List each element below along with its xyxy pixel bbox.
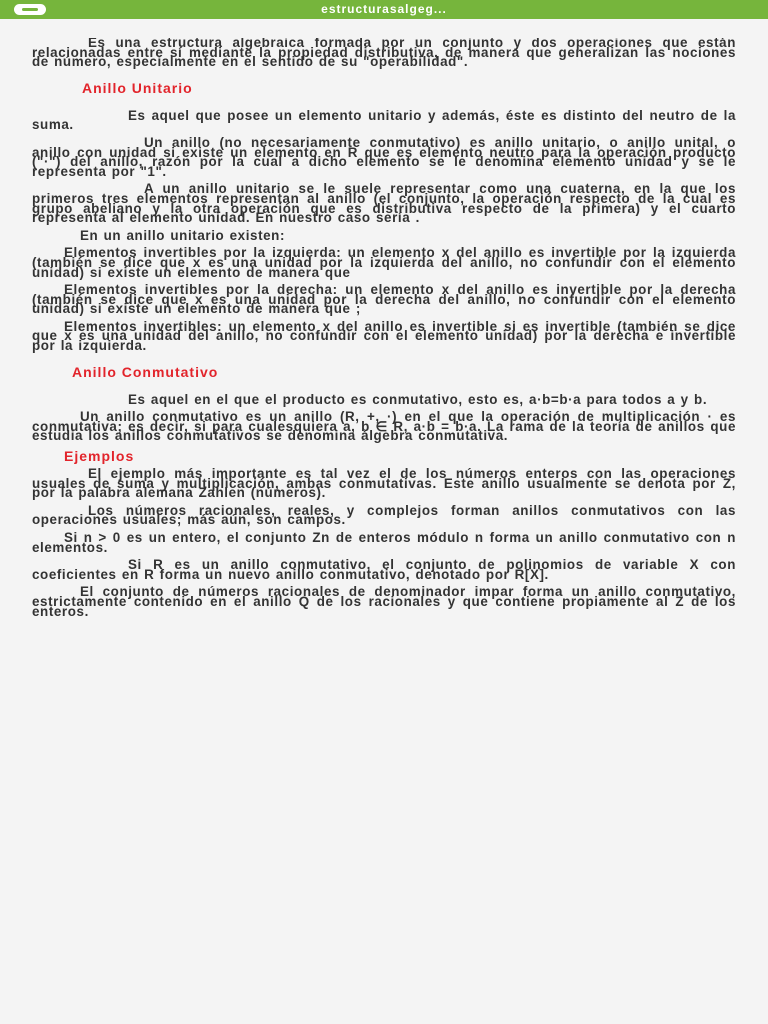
paragraph-conmutativo-1: Es aquel en el que el producto es conmutativo, esto es, a·b=b·a para todos a y b.: [128, 391, 708, 407]
paragraph-intro: Es una estructura algebraica formada por un conjunto y dos operaciones que están relacionadas entre sí mediante la propiedad distributiva, de manera que generalizan las nociones de número, especialmente en el sentido de su "operabilidad".: [32, 38, 736, 70]
paragraph-conmutativo-2: Un anillo conmutativo es un anillo (R, +, ·) en el que la operación de multiplicación · es conmutativa; es decir, si para cualesquiera a, b ∈ R, a·b = b·a. La rama de la teoría de anillos que estudia los anillos conmutativos se denomina álgebra conmutativa.: [32, 409, 736, 444]
paragraph-unitario-6: Elementos invertibles por la derecha: un elemento x del anillo es invertible por la derecha (también se dice que x es una unidad por la derecha del anillo, no confundir con el elemento unidad) si existe un elemento de manera que ;: [32, 282, 736, 317]
heading-anillo-conmutativo: Anillo Conmutativo: [72, 363, 219, 380]
paragraph-unitario-1: Es aquel que posee un elemento unitario y además, éste es distinto del neutro de la suma.: [32, 107, 736, 133]
paragraph-ejemplo-1: El ejemplo más importante es tal vez el de los números enteros con las operaciones usuales de suma y multiplicación, ambas conmutativas. Este anillo usualmente se denota por Z, por la palabra alemana Zahlen (números).: [32, 466, 736, 501]
paragraph-ejemplo-5: El conjunto de números racionales de denominador impar forma un anillo conmutativo, estrictamente contenido en el anillo Q de los racionales y que contiene propiamente al Z de los enteros.: [32, 584, 736, 619]
heading-ejemplos: Ejemplos: [64, 448, 135, 465]
document-title: estructurasalgeg...: [321, 2, 447, 16]
paragraph-unitario-7: Elementos invertibles: un elemento x del anillo es invertible si es invertible (también se dice que x es una unidad del anillo, no confundir con el elemento unidad) por la derecha e invertible por la izquierda.: [32, 318, 736, 354]
heading-anillo-unitario: Anillo Unitario: [82, 79, 193, 96]
paragraph-ejemplo-4: Si R es un anillo conmutativo, el conjunto de polinomios de variable X con coeficientes en R forma un nuevo anillo conmutativo, denotado por R[X].: [32, 557, 736, 582]
paragraph-unitario-3: A un anillo unitario se le suele representar como una cuaterna, en la que los primeros tres elementos representan al anillo (el conjunto, la operación respecto de la cual es grupo abeliano y la otra operación que es distributiva respecto de la primera) y el cuarto representa al elemento unidad. En nuestro caso sería .: [32, 181, 736, 226]
paragraph-ejemplo-2: Los números racionales, reales, y complejos forman anillos conmutativos con las operaciones usuales; más aún, son campos.: [32, 502, 736, 528]
app-header: [0, 0, 768, 19]
paragraph-unitario-5: Elementos invertibles por la izquierda: un elemento x del anillo es invertible por la izquierda (también se dice que x es una unidad por la izquierda del anillo, no confundir con el elemento unidad) si existe un elemento de manera que: [32, 245, 736, 280]
document-page: [32, 38, 736, 1008]
paragraph-unitario-2: Un anillo (no necesariamente conmutativo) es anillo unitario, o anillo unital, o anillo con unidad si existe un elemento en R que es elemento neutro para la operación producto ("·") del anillo, razón por la cual a dicho elemento se le denomina elemento unidad y se le representa por "1".: [32, 134, 736, 179]
paragraph-unitario-4: En un anillo unitario existen:: [80, 227, 286, 243]
paragraph-ejemplo-3: Si n > 0 es un entero, el conjunto Zn de enteros módulo n forma un anillo conmutativo con n elementos.: [32, 530, 736, 555]
